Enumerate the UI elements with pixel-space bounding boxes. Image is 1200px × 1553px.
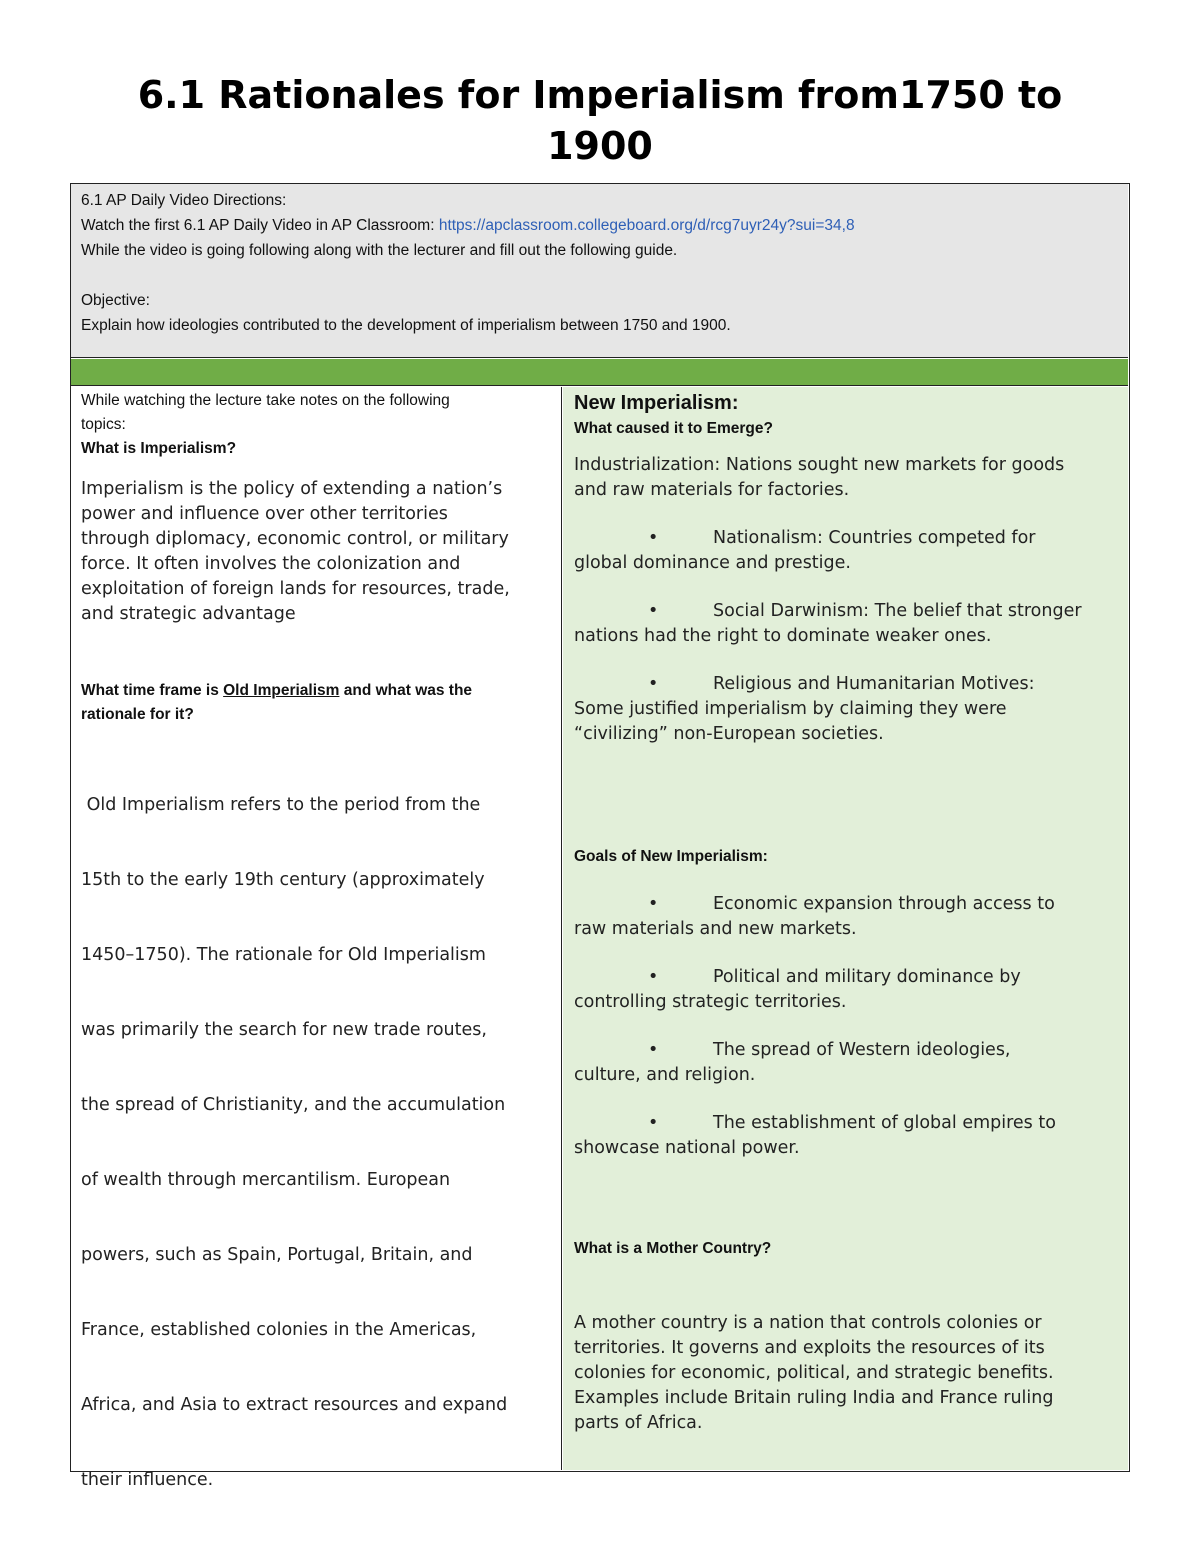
question-line-2: rationale for it? (81, 706, 194, 723)
question-mother-country: What is a Mother Country? (574, 1240, 772, 1257)
right-notes-column (563, 387, 1128, 1470)
bullet-icon: • (648, 528, 659, 548)
watch-instruction (81, 213, 1118, 238)
answer-line: power and influence over other territories (81, 504, 448, 524)
bullet-social-darwinism (574, 599, 1117, 649)
goal-economic (574, 892, 1117, 942)
notes-intro (81, 389, 551, 437)
answer-line: 1450–1750). The rationale for Old Imperialism (81, 945, 486, 965)
answer-line: powers, such as Spain, Portugal, Britain, and (81, 1245, 473, 1265)
directions-cell (71, 184, 1128, 358)
bullet-text: raw materials and new markets. (574, 919, 857, 939)
question-goals: Goals of New Imperialism: (574, 848, 768, 865)
answer-line: Old Imperialism refers to the period from the (81, 795, 481, 815)
bullet-text: Some justified imperialism by claiming they were (574, 699, 1007, 719)
follow-along-instruction: While the video is going following along with the lecturer and fill out the following guide. (81, 242, 678, 259)
answer-line: France, established colonies in the Americas, (81, 1320, 477, 1340)
bullet-text: Religious and Humanitarian Motives: (713, 674, 1035, 694)
answer-line: parts of Africa. (574, 1413, 703, 1433)
new-imperialism-heading: New Imperialism: (574, 392, 739, 414)
bullet-nationalism (574, 526, 1117, 576)
objective-label: Objective: (81, 292, 150, 309)
bullet-text: nations had the right to dominate weaker ones. (574, 626, 992, 646)
page-title (80, 70, 1120, 172)
green-divider-row (71, 359, 1128, 386)
watch-prefix: Watch the first 6.1 AP Daily Video in AP Classroom: (81, 217, 439, 234)
answer-line: territories. It governs and exploits the resources of its (574, 1338, 1045, 1358)
bullet-text: The spread of Western ideologies, (713, 1040, 1011, 1060)
bullet-icon: • (648, 967, 659, 987)
emerge-intro (574, 453, 1117, 503)
bullet-text: Social Darwinism: The belief that stronger (713, 601, 1082, 621)
bullet-text: culture, and religion. (574, 1065, 756, 1085)
bullet-text: Nationalism: Countries competed for (713, 528, 1036, 548)
objective-text: Explain how ideologies contributed to the development of imperialism between 1750 and 1900. (81, 317, 731, 334)
answer-line: and strategic advantage (81, 604, 296, 624)
bullet-text: “civilizing” non-European societies. (574, 724, 884, 744)
question-suffix: and what was the (339, 682, 473, 699)
answer-line: exploitation of foreign lands for resources, trade, (81, 579, 510, 599)
question-old-imperialism (81, 679, 551, 727)
answer-line: of wealth through mercantilism. European (81, 1170, 451, 1190)
bullet-religious-humanitarian (574, 672, 1117, 747)
bullet-icon: • (648, 1113, 659, 1133)
bullet-text: showcase national power. (574, 1138, 800, 1158)
bullet-text: Economic expansion through access to (713, 894, 1055, 914)
answer-mother-country (574, 1311, 1117, 1436)
spacer (81, 263, 1118, 288)
bullet-text: controlling strategic territories. (574, 992, 847, 1012)
left-notes-column (71, 387, 562, 1490)
answer-line: force. It often involves the colonization and (81, 554, 461, 574)
bullet-text: Political and military dominance by (713, 967, 1021, 987)
bullet-icon: • (648, 601, 659, 621)
question-prefix: What time frame is (81, 682, 224, 699)
answer-line: through diplomacy, economic control, or military (81, 529, 509, 549)
page-title-line-1: 6.1 Rationales for Imperialism from1750 to (137, 73, 1063, 117)
bullet-icon: • (648, 674, 659, 694)
bullet-text: global dominance and prestige. (574, 553, 851, 573)
notes-intro-line-2: topics: (81, 416, 126, 433)
bullet-icon: • (648, 1040, 659, 1060)
answer-line: and raw materials for factories. (574, 480, 850, 500)
old-imperialism-term: Old Imperialism (223, 682, 340, 699)
answer-line: colonies for economic, political, and strategic benefits. (574, 1363, 1054, 1383)
answer-line: Industrialization: Nations sought new markets for goods (574, 455, 1065, 475)
question-what-is-imperialism: What is Imperialism? (81, 440, 237, 457)
page-title-line-2: 1900 (547, 124, 653, 168)
bullet-text: The establishment of global empires to (713, 1113, 1056, 1133)
question-what-caused-emerge: What caused it to Emerge? (574, 420, 773, 437)
answer-line: 15th to the early 19th century (approximately (81, 870, 485, 890)
goal-political (574, 965, 1117, 1015)
notes-intro-line-1: While watching the lecture take notes on the following (81, 392, 450, 409)
goal-global-empires (574, 1111, 1117, 1161)
notes-table (70, 183, 1130, 1490)
answer-line: Africa, and Asia to extract resources and expand (81, 1395, 508, 1415)
bullet-icon: • (648, 894, 659, 914)
answer-line: the spread of Christianity, and the accumulation (81, 1095, 506, 1115)
answer-line: A mother country is a nation that controls colonies or (574, 1313, 1042, 1333)
answer-line: Examples include Britain ruling India and France ruling (574, 1388, 1054, 1408)
directions-heading: 6.1 AP Daily Video Directions: (81, 192, 287, 209)
answer-line: was primarily the search for new trade routes, (81, 1020, 487, 1040)
goal-western-ideologies (574, 1038, 1117, 1088)
answer-old-imperialism (81, 743, 551, 1543)
answer-line: Imperialism is the policy of extending a nation’s (81, 479, 503, 499)
answer-what-is-imperialism (81, 477, 551, 627)
answer-line: their influence. (81, 1470, 214, 1490)
ap-classroom-link[interactable]: https://apclassroom.collegeboard.org/d/rcg7uyr24y?sui=34,8 (438, 217, 855, 234)
